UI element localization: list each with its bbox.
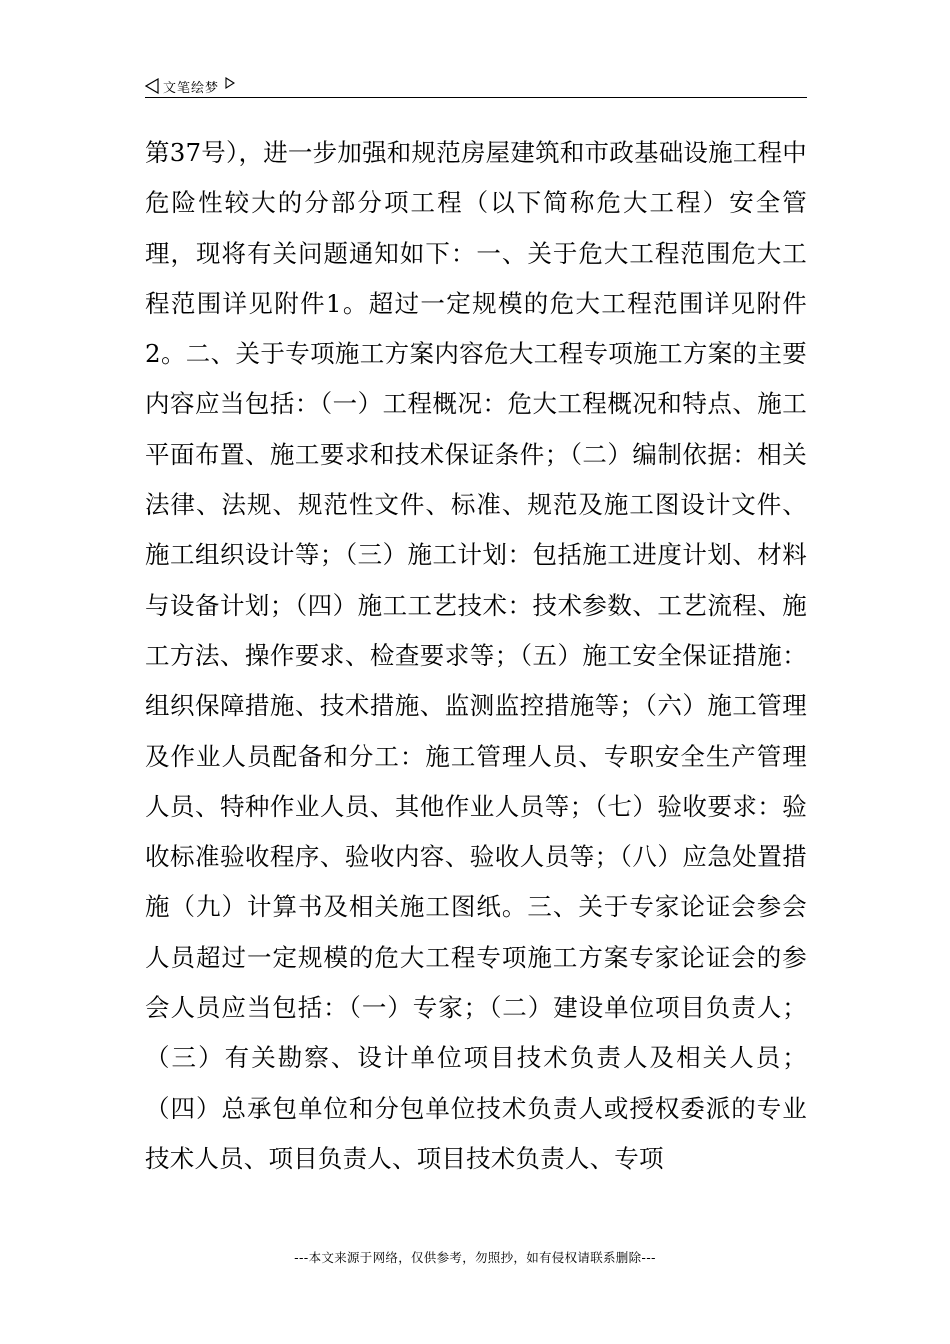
document-body-text: 第37号），进一步加强和规范房屋建筑和市政基础设施工程中危险性较大的分部分项工程（以下简称危大工程）安全管理，现将有关问题通知如下：一、关于危大工程范围危大工程范围详见附件1。超过一定规模的危大工程范围详见附件2。二、关于专项施工方案内容危大工程专项施工方案的主要内容应当包括：（一）工程概况：危大工程概况和特点、施工平面布置、施工要求和技术保证条件；（二）编制依据：相关法律、法规、规范性文件、标准、规范及施工图设计文件、施工组织设计等；（三）施工计划：包括施工进度计划、材料与设备计划；（四）施工工艺技术：技术参数、工艺流程、施工方法、操作要求、检查要求等；（五）施工安全保证措施：组织保障措施、技术措施、监测监控措施等；（六）施工管理及作业人员配备和分工：施工管理人员、专职安全生产管理人员、特种作业人员、其他作业人员等；（七）验收要求：验收标准验收程序、验收内容、验收人员等；（八）应急处置措施（九）计算书及相关施工图纸。三、关于专家论证会参会人员超过一定规模的危大工程专项施工方案专家论证会的参会人员应当包括：（一）专家；（二）建设单位项目负责人；（三）有关勘察、设计单位项目技术负责人及相关人员；（四）总承包单位和分包单位技术负责人或授权委派的专业技术人员、项目负责人、项目技术负责人、专项 (145, 138, 807, 1173)
page-header (145, 74, 807, 98)
triangle-right-icon (225, 77, 235, 89)
triangle-left-icon (145, 78, 159, 94)
header-title: 文笔绘梦 (163, 80, 220, 96)
footer-disclaimer: ---本文来源于网络，仅供参考，勿照抄，如有侵权请联系删除--- (294, 1250, 656, 1265)
header-divider (145, 97, 807, 98)
